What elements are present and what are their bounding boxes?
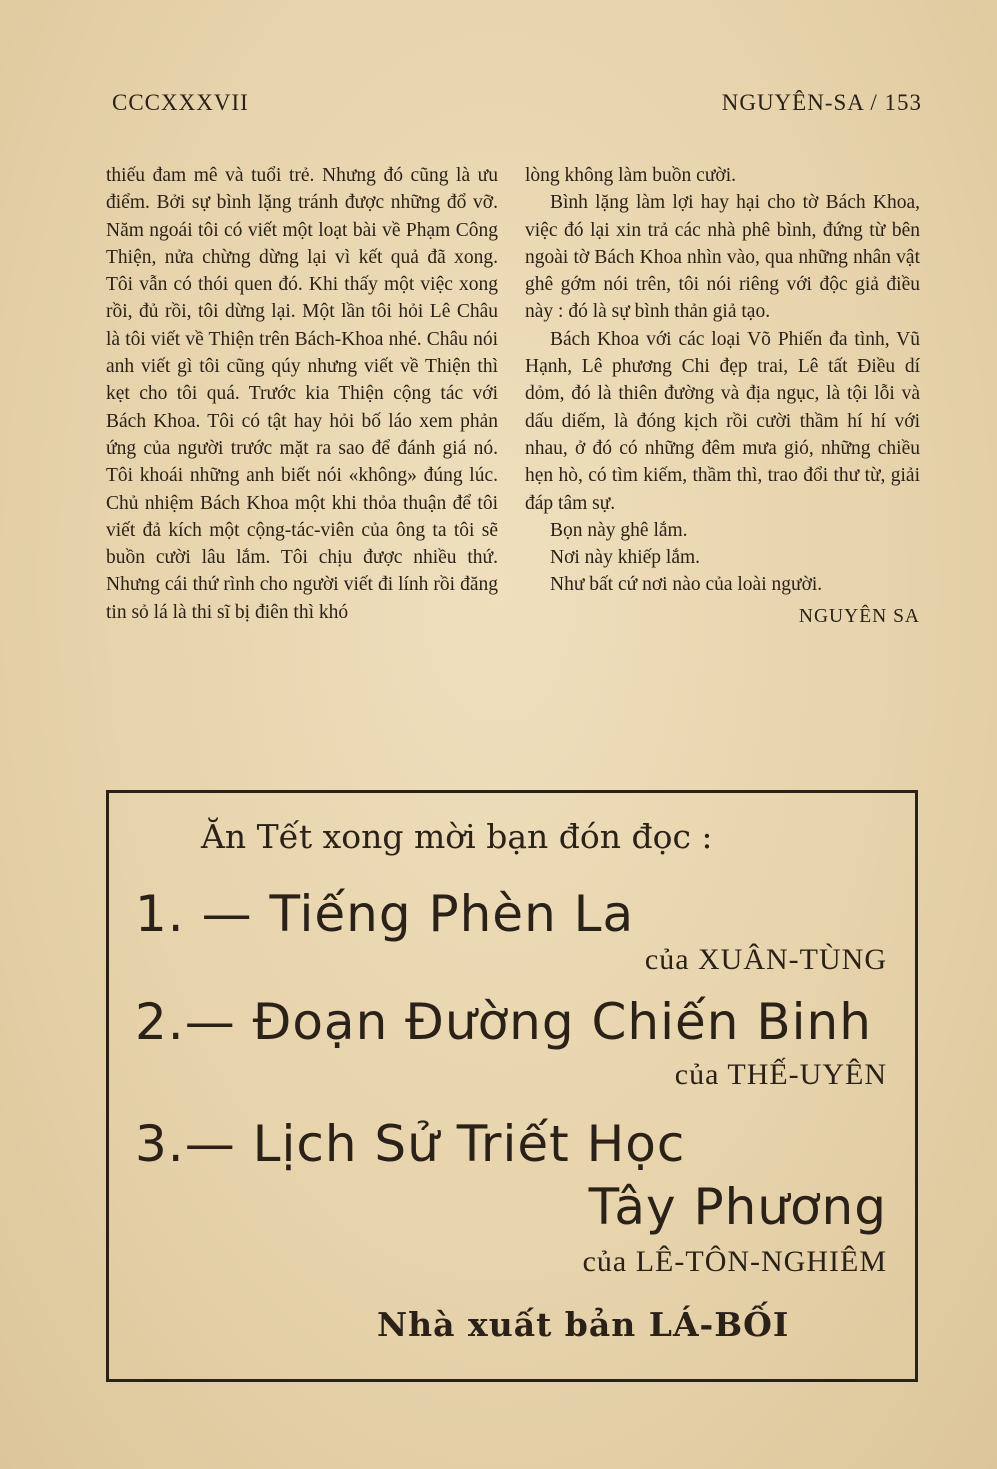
book-3-title-cont: Tây Phương (588, 1178, 887, 1236)
publisher: Nhà xuất bản LÁ-BỐI (377, 1305, 790, 1344)
right-paragraph-2: Bách Khoa với các loại Võ Phiến đa tình, Vũ Hạnh, Lê phương Chi đẹp trai, Lê tất Điều dí dỏm, đó là thiên đường và địa ngục, là tội lỗi và dấu diếm, là đóng kịch rồi cười thầm hí hí với nhau, ở đó có những đêm mưa gió, những chiều hẹn hò, có tìm kiếm, thầm thì, trao đổi thư từ, giải đáp tâm sự. (525, 328, 920, 514)
right-column (525, 162, 920, 630)
advertisement-box (106, 790, 918, 1382)
book-3-title: 3.— Lịch Sử Triết Học (135, 1115, 686, 1173)
section-number: CCCXXXVII (112, 90, 249, 115)
book-1-author: của XUÂN-TÙNG (644, 943, 887, 976)
continuation-text: lòng không làm buồn cười. (525, 165, 736, 186)
advert-title: Ăn Tết xong mời bạn đón đọc : (201, 817, 713, 856)
book-3-author: của LÊ-TÔN-NGHIÊM (582, 1245, 887, 1278)
book-2-title: 2.— Đoạn Đường Chiến Binh (135, 993, 872, 1051)
book-1-title: 1. — Tiếng Phèn La (135, 885, 635, 943)
book-2-author: của THẾ-UYÊN (674, 1058, 887, 1091)
right-paragraph-3: Bọn này ghê lắm. (550, 519, 688, 541)
signature: NGUYÊN SA (798, 605, 920, 627)
left-column (106, 162, 498, 626)
right-paragraph-5: Như bất cứ nơi nào của loài người. (550, 574, 823, 596)
right-paragraph-4: Nơi này khiếp lắm. (550, 547, 701, 569)
author-page-number: NGUYÊN-SA / 153 (721, 90, 922, 115)
page-header (112, 90, 922, 126)
left-paragraph: thiếu đam mê và tuổi trẻ. Nhưng đó cũng là ưu điểm. Bởi sự bình lặng tránh được những đổ vỡ. Năm ngoái tôi có viết một loạt bài về Phạm Công Thiện, nửa chừng dừng lại vì kết quả đã xong. Tôi vẫn có thói quen đó. Khi thấy một việc xong rồi, đủ rồi, tôi dừng lại. Một lần tôi hỏi Lê Châu là tôi viết về Thiện trên Bách-Khoa nhé. Châu nói anh viết gì tôi cũng qúy nhưng viết về Thiện thì kẹt cho tôi quá. Trước kia Thiện cộng tác với Bách Khoa. Tôi có tật hay hỏi bố láo xem phản ứng của người trước mặt ra sao để đánh giá nó. Tôi khoái những anh biết nói «không» đúng lúc. Chủ nhiệm Bách Khoa một khi thỏa thuận để tôi viết đả kích một cộng-tác-viên của ông ta tôi sẽ buồn cười lâu lắm. Tôi chịu được nhiều thứ. Nhưng cái thứ rình cho người viết đi lính rồi đăng tin sỏ lá là thi sĩ bị điên thì khó (106, 165, 498, 623)
right-paragraph-1: Bình lặng làm lợi hay hại cho tờ Bách Khoa, việc đó lại xin trả các nhà phê bình, đứng từ bên ngoài tờ Bách Khoa nhìn vào, qua những nhân vật ghê gớm nói trên, tôi nói riêng với độc giả điều này : đó là sự bình thản giả tạo. (525, 192, 920, 323)
